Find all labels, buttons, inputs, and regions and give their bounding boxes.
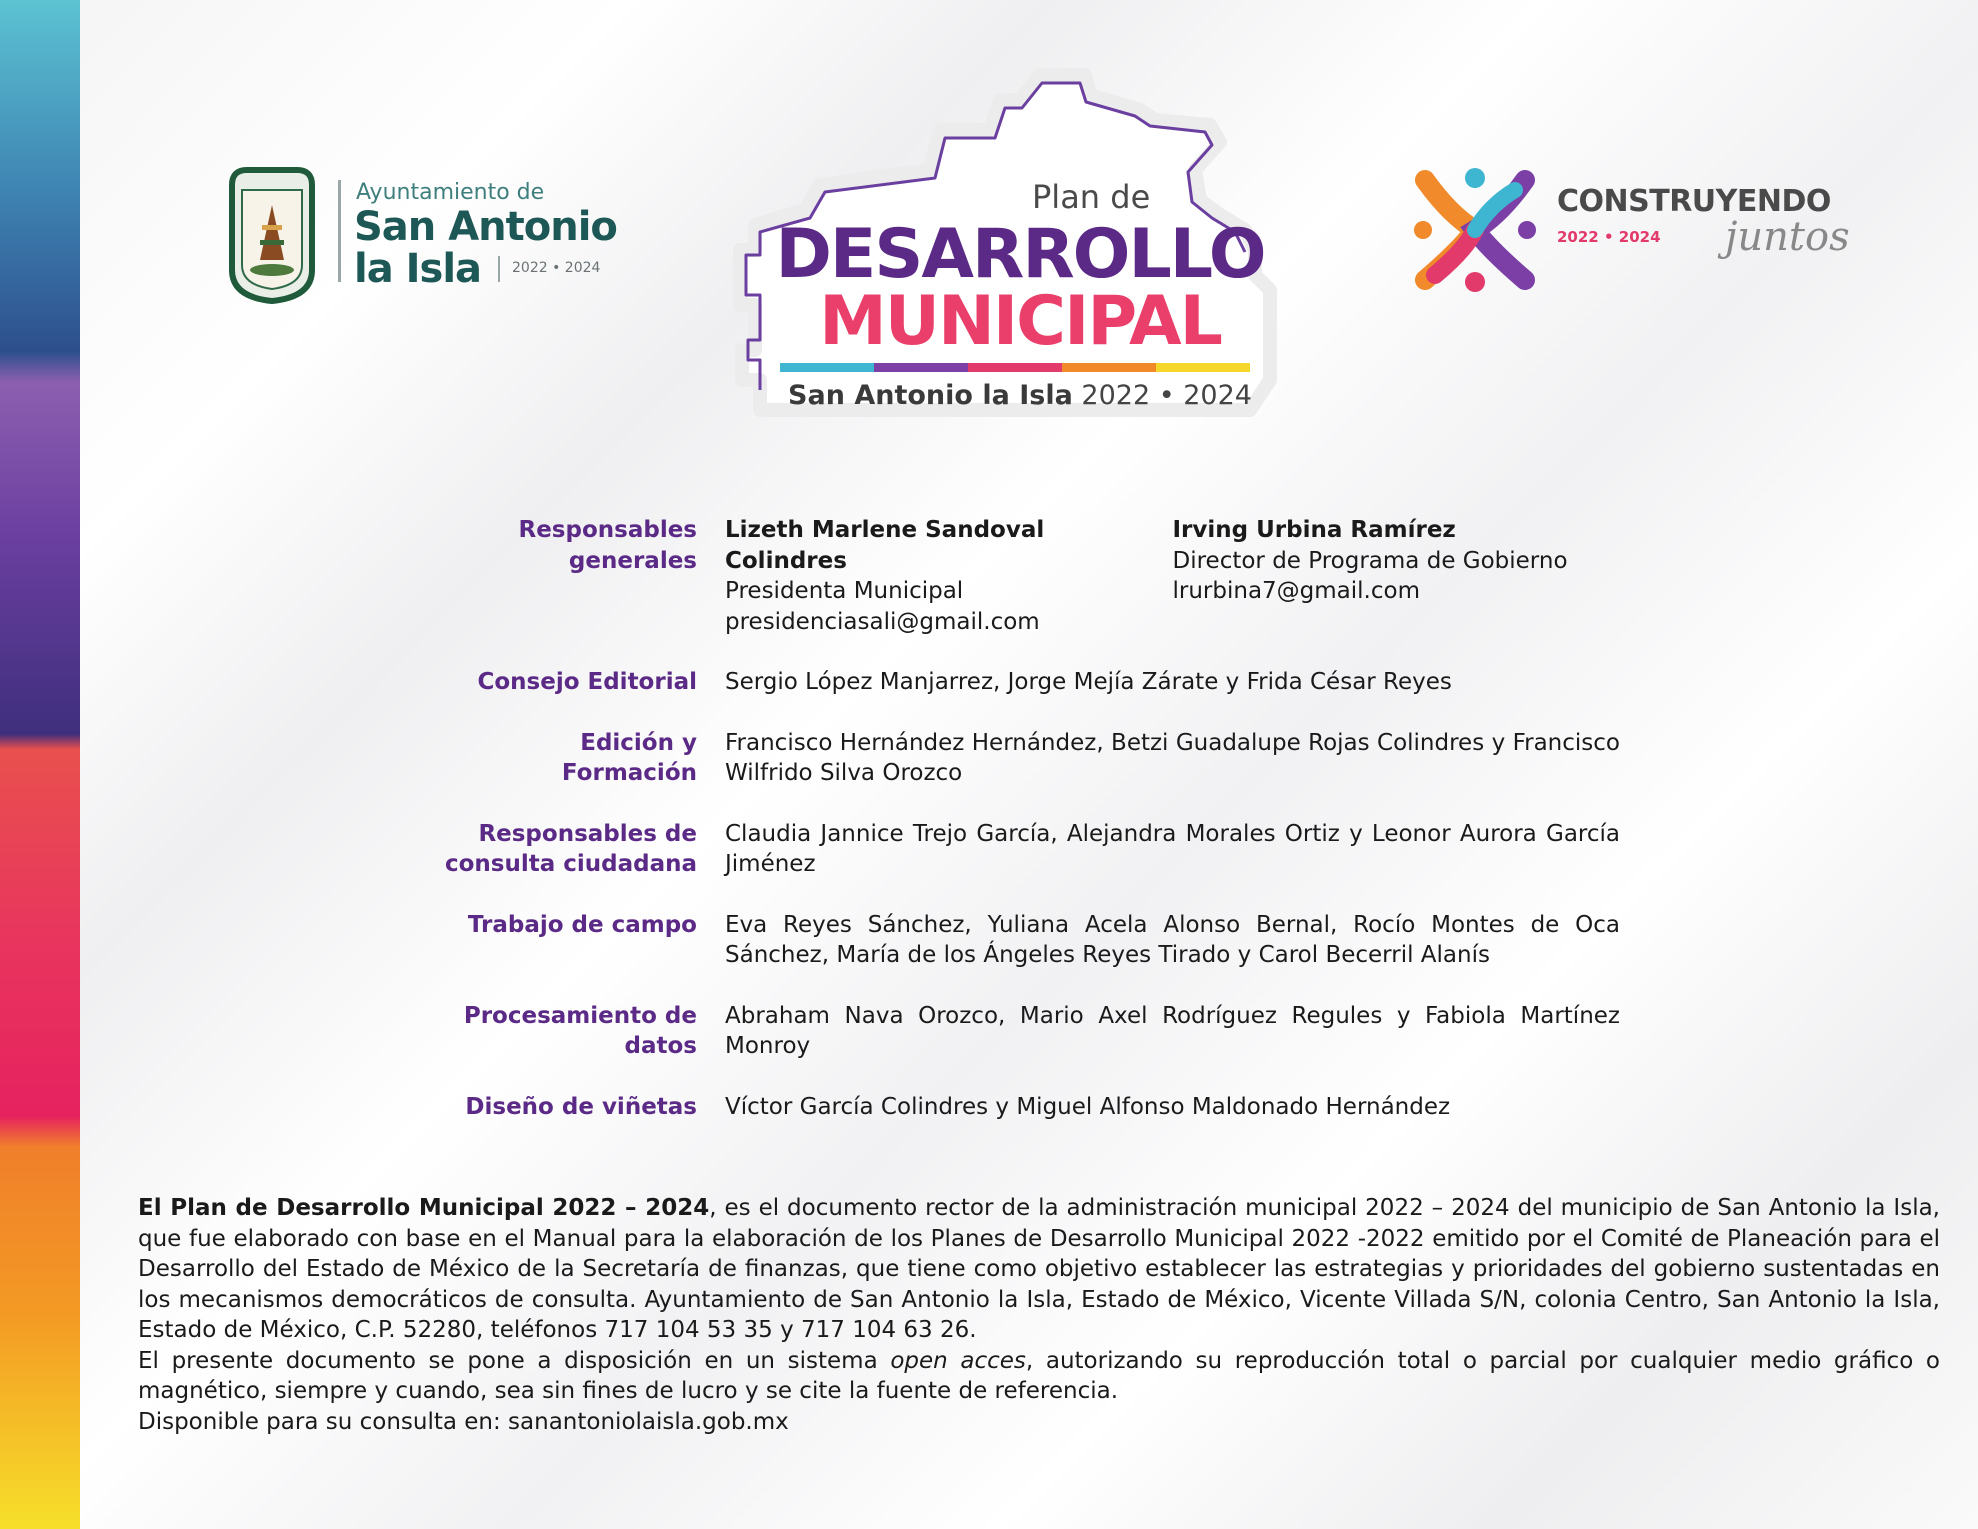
logo-plan-de: Plan de (1032, 178, 1151, 216)
legal-paragraph-1-text: , es el documento rector de la administración municipal 2022 – 2024 del municipio de San Antonio la Isla, que fue elaborado con base en el Manual para la elaboración de los Planes de Desarrollo Municipal 2022 -2022 emitido por el Comité de Planeación para el Desarrollo del Estado de México de la Secretaría de finanzas, que tiene como objetivo establecer las estrategias y prioridades del gobierno sustentadas en los mecanismos democráticos de consulta. Ayuntamiento de San Antonio la Isla, Estado de México, Vicente Villada S/N, colonia Centro, San Antonio la Isla, Estado de México, C.P. 52280, teléfonos 717 104 53 35 y 717 104 63 26. (138, 1195, 1940, 1343)
people-x-icon (1405, 160, 1545, 300)
logo-line-ayuntamiento: Ayuntamiento de (356, 180, 545, 205)
credits-row (440, 910, 1650, 971)
logo-year-separator (498, 256, 500, 282)
credits-label: Diseño de viñetas (465, 1093, 697, 1120)
legal-paragraph-2-end: , autorizando su reproducción total o parcial por cualquier medio gráfico o magnético, siempre y cuando, sea sin fines de lucro y se cite la fuente de referencia. (138, 1347, 1940, 1404)
responsable-1-name: Lizeth Marlene Sandoval Colindres (725, 517, 1045, 574)
legal-open-access: open acces (890, 1347, 1026, 1374)
legal-paragraph-1 (138, 1193, 1940, 1346)
credits-row (440, 1092, 1650, 1123)
credits-value: Sergio López Manjarrez, Jorge Mejía Zárate y Frida César Reyes (725, 669, 1452, 695)
logo-divider (338, 180, 341, 282)
logo-line-la-isla: la Isla (354, 246, 482, 292)
responsable-1-role: Presidenta Municipal (725, 578, 964, 604)
logo-construyendo: CONSTRUYENDO (1557, 184, 1831, 219)
responsable-2-name: Irving Urbina Ramírez (1172, 517, 1456, 543)
responsable-1 (725, 515, 1173, 637)
responsable-2 (1173, 515, 1621, 637)
credits-row-responsables (440, 515, 1650, 637)
credits-label: Consejo Editorial (477, 669, 697, 695)
responsables-columns (725, 515, 1620, 637)
legal-plan-title: El Plan de Desarrollo Municipal 2022 – 2024 (138, 1195, 710, 1221)
logo-subtitle-place: San Antonio la Isla (788, 380, 1073, 411)
credits-row (440, 1001, 1650, 1062)
construyendo-juntos-logo (1405, 160, 1875, 310)
credits-label: Responsables de consulta ciudadana (444, 820, 697, 877)
legal-availability: Disponible para su consulta en: sanantoniolaisla.gob.mx (138, 1408, 789, 1435)
legal-paragraph-2 (138, 1346, 1940, 1407)
logo-municipal: MUNICIPAL (819, 282, 1221, 361)
logo-juntos: juntos (1725, 214, 1850, 260)
credits-row (440, 728, 1650, 789)
logo-years: 2022 • 2024 (512, 260, 601, 276)
credits-label: Edición y Formación (561, 729, 697, 786)
credits-label: Responsables generales (518, 517, 697, 574)
credits-label: Procesamiento de datos (463, 1002, 697, 1059)
responsable-2-role: Director de Programa de Gobierno (1172, 547, 1568, 574)
logo-subtitle-years: 2022 • 2024 (1081, 380, 1252, 411)
logo-color-bar (780, 363, 1250, 372)
legal-paragraph-2-start: El presente documento se pone a disposición en un sistema (138, 1347, 891, 1374)
logo-right-years: 2022 • 2024 (1557, 228, 1661, 246)
credits-row (440, 667, 1650, 698)
plan-desarrollo-logo (730, 50, 1290, 420)
credits-section (440, 515, 1650, 1152)
logo-line-san-antonio: San Antonio (354, 204, 617, 250)
ayuntamiento-logo (222, 160, 642, 310)
decorative-side-stripe (0, 0, 80, 1529)
credits-value: Abraham Nava Orozco, Mario Axel Rodríguez Regules y Fabiola Martínez Monroy (725, 1002, 1620, 1059)
credits-row (440, 819, 1650, 880)
responsable-1-email[interactable]: presidenciasali@gmail.com (725, 608, 1040, 635)
municipal-coat-of-arms-icon (222, 165, 322, 305)
legal-notice (138, 1193, 1940, 1437)
credits-value: Víctor García Colindres y Miguel Alfonso Maldonado Hernández (725, 1093, 1451, 1120)
credits-value: Eva Reyes Sánchez, Yuliana Acela Alonso Bernal, Rocío Montes de Oca Sánchez, María de los Ángeles Reyes Tirado y Carol Becerril Alanís (725, 911, 1620, 968)
credits-value: Claudia Jannice Trejo García, Alejandra Morales Ortiz y Leonor Aurora García Jiménez (725, 820, 1620, 877)
credits-label: Trabajo de campo (467, 911, 697, 938)
logo-subtitle (770, 380, 1270, 411)
responsable-2-email[interactable]: lrurbina7@gmail.com (1172, 578, 1420, 604)
logo-desarrollo: DESARROLLO (775, 215, 1265, 294)
credits-value: Francisco Hernández Hernández, Betzi Guadalupe Rojas Colindres y Francisco Wilfrido Silva Orozco (725, 729, 1620, 786)
